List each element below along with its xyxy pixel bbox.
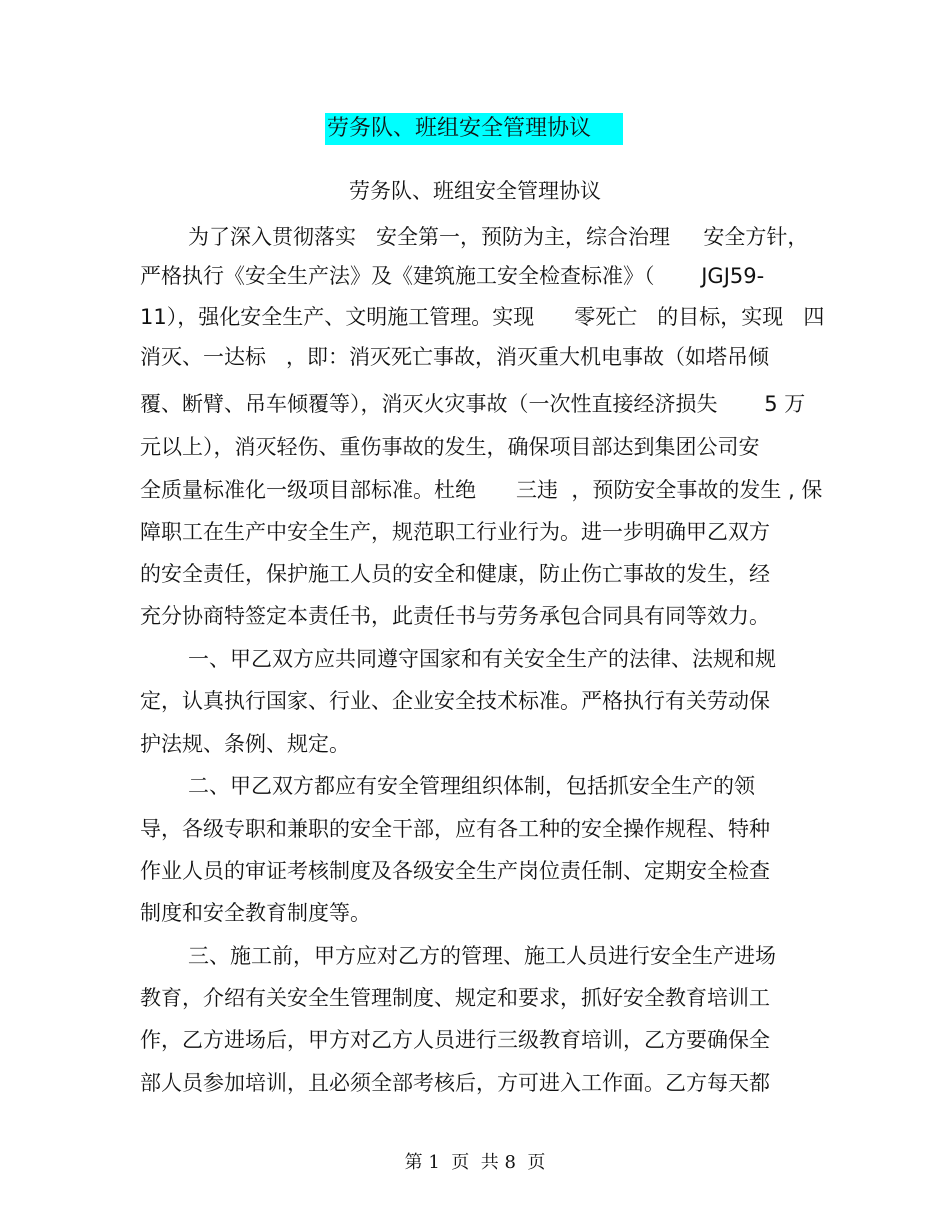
paragraph-line: 11），强化安全生产、文明施工管理。实现 零死亡 的目标，实现 四 <box>140 305 825 329</box>
paragraph-line: 的安全责任，保护施工人员的安全和健康，防止伤亡事故的发生，经 <box>140 562 770 586</box>
paragraph-line: 充分协商特签定本责任书，此责任书与劳务承包合同具有同等效力。 <box>140 604 770 628</box>
paragraph-line: 严格执行《安全生产法》及《建筑施工安全检查标准》（ JGJ59- <box>140 264 765 288</box>
paragraph-line: 为了深入贯彻落实 安全第一，预防为主，综合治理 安全方针， <box>188 225 809 249</box>
highlighted-heading: 劳务队、班组安全管理协议 <box>325 113 623 145</box>
paragraph-line: 全质量标准化一级项目部标准。杜绝 三违 ，预防安全事故的发生 , 保 <box>140 478 823 502</box>
paragraph-line: 定，认真执行国家、行业、企业安全技术标准。严格执行有关劳动保 <box>140 689 770 713</box>
paragraph-line: 元以上），消灭轻伤、重伤事故的发生，确保项目部达到集团公司安 <box>140 435 760 459</box>
paragraph-line: 作，乙方进场后，甲方对乙方人员进行三级教育培训，乙方要确保全 <box>140 1028 770 1052</box>
paragraph-line: 障职工在生产中安全生产，规范职工行业行为。进一步明确甲乙双方 <box>140 520 770 544</box>
paragraph-line: 制度和安全教育制度等。 <box>140 901 371 925</box>
paragraph-line: 教育，介绍有关安全生管理制度、规定和要求，抓好安全教育培训工 <box>140 986 770 1010</box>
paragraph-line: 护法规、条例、规定。 <box>140 732 350 756</box>
paragraph-line: 消灭、一达标 ，即：消灭死亡事故，消灭重大机电事故（如塔吊倾 <box>140 345 770 369</box>
document-subtitle: 劳务队、班组安全管理协议 <box>349 179 601 203</box>
paragraph-line: 三、施工前，甲方应对乙方的管理、施工人员进行安全生产进场 <box>188 944 776 968</box>
paragraph-line: 一、甲乙双方应共同遵守国家和有关安全生产的法律、法规和规 <box>188 647 776 671</box>
paragraph-line: 覆、断臂、吊车倾覆等），消灭火灾事故（一次性直接经济损失 5 万 <box>140 392 806 416</box>
paragraph-line: 导，各级专职和兼职的安全干部，应有各工种的安全操作规程、特种 <box>140 817 770 841</box>
page-number-footer: 第 1 页 共 8 页 <box>404 1152 546 1173</box>
paragraph-line: 二、甲乙双方都应有安全管理组织体制，包括抓安全生产的领 <box>188 774 755 798</box>
paragraph-line: 部人员参加培训，且必须全部考核后，方可进入工作面。乙方每天都 <box>140 1071 770 1095</box>
paragraph-line: 作业人员的审证考核制度及各级安全生产岗位责任制、定期安全检查 <box>140 859 770 883</box>
